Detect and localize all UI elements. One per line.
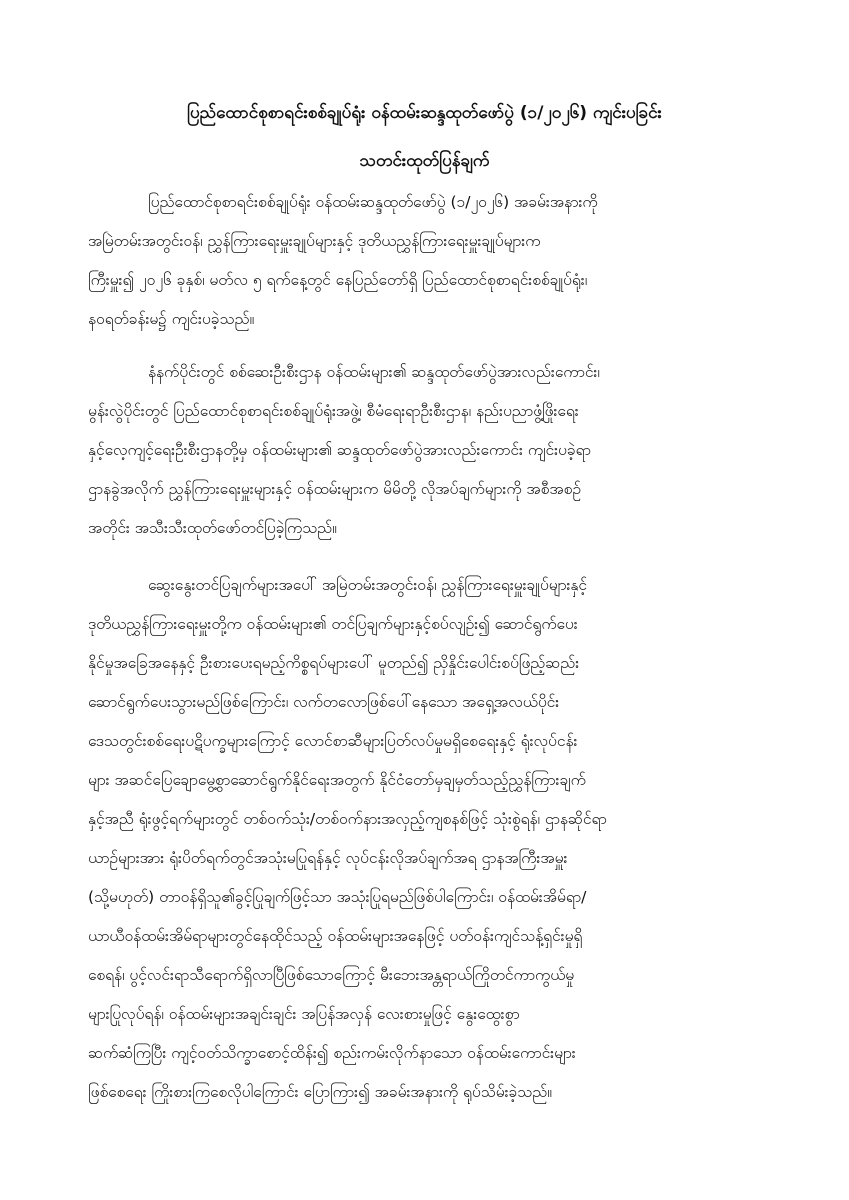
- paragraph-line: ယာယီဝန်ထမ်းအိမ်ရာများတွင်နေထိုင်သည့် ဝန်ထမ်းများအနေဖြင့် ပတ်ဝန်းကျင်သန့်ရှင်းမှုရှိ: [88, 927, 583, 945]
- document-subtitle: သတင်းထုတ်ပြန်ချက်: [359, 151, 490, 171]
- paragraph-line: နံနက်ပိုင်းတွင် စစ်ဆေးဦးစီးဌာန ဝန်ထမ်းများ၏ ဆန္ဒထုတ်ဖော်ပွဲအားလည်းကောင်း၊: [148, 363, 600, 381]
- paragraph-line: နှင့်လေ့ကျင့်ရေးဦးစီးဌာနတို့မှ ဝန်ထမ်းများ၏ ဆန္ဒထုတ်ဖော်ပွဲအားလည်းကောင်း ကျင်းပခဲ့ရာ: [88, 441, 591, 459]
- paragraph-line: အမြဲတမ်းအတွင်းဝန်၊ ညွှန်ကြားရေးမှူးချုပ်များနှင့် ဒုတိယညွှန်ကြားရေးမှူးချုပ်များက: [88, 232, 541, 250]
- paragraph-line: ဖြစ်စေရေး ကြိုးစားကြစေလိုပါကြောင်း ပြောကြား၍ အခမ်းအနားကို ရုပ်သိမ်းခဲ့သည်။: [88, 1083, 552, 1101]
- paragraph-line: အတိုင်း အသီးသီးထုတ်ဖော်တင်ပြခဲ့ကြသည်။: [88, 519, 337, 537]
- paragraph-line: ပြည်ထောင်စုစာရင်းစစ်ချုပ်ရုံး ဝန်ထမ်းဆန္ဒထုတ်ဖော်ပွဲ (၁/၂၀၂၆) အခမ်းအနားကို: [148, 193, 598, 211]
- paragraph-line: ယာဉ်များအား ရုံးပိတ်ရက်တွင်အသုံးမပြုရန်နှင့် လုပ်ငန်းလိုအပ်ချက်အရ ဌာနအကြီးအမှူး: [88, 849, 568, 867]
- paragraph-line: (သို့မဟုတ်) တာဝန်ရှိသူ၏ခွင့်ပြုချက်ဖြင့်သာ အသုံးပြုရမည်ဖြစ်ပါကြောင်း၊ ဝန်ထမ်းအိမ်ရာ/: [88, 888, 587, 906]
- paragraph-line: ဌာနခွဲအလိုက် ညွှန်ကြားရေးမှူးများနှင့် ဝန်ထမ်းများက မိမိတို့ လိုအပ်ချက်များကို အစီအစဉ်: [88, 480, 581, 498]
- paragraph-line: မွန်းလွဲပိုင်းတွင် ပြည်ထောင်စုစာရင်းစစ်ချုပ်ရုံးအဖွဲ့၊ စီမံရေးရာဦးစီးဌာန၊ နည်းပညာဖွံ့ဖြိုးရေး: [88, 402, 579, 420]
- paragraph-line: ဆွေးနွေးတင်ပြချက်များအပေါ် အမြဲတမ်းအတွင်းဝန်၊ ညွှန်ကြားရေးမှူးချုပ်များနှင့်: [148, 576, 587, 594]
- paragraph-line: ကြီးမှူး၍ ၂၀၂၆ ခုနှစ်၊ မတ်လ ၅ ရက်နေ့တွင် နေပြည်တော်ရှိ ပြည်ထောင်စုစာရင်းစစ်ချုပ်ရုံး၊: [88, 271, 588, 289]
- paragraph-line: များပြုလုပ်ရန်၊ ဝန်ထမ်းများအချင်းချင်း အပြန်အလှန် လေးစားမှုဖြင့် နွေးထွေးစွာ: [88, 1005, 520, 1023]
- paragraph-line: စေရန်၊ ပွင့်လင်းရာသီရောက်ရှိလာပြီဖြစ်သောကြောင့် မီးဘေးအန္တရာယ်ကြိုတင်ကာကွယ်မှု: [88, 966, 575, 984]
- paragraph-line: ဒေသတွင်းစစ်ရေးပဋိပက္ခများကြောင့် လောင်စာဆီများပြတ်လပ်မှုမရှိစေရေးနှင့် ရုံးလုပ်ငန်း: [88, 732, 578, 750]
- document-title: ပြည်ထောင်စုစာရင်းစစ်ချုပ်ရုံး ဝန်ထမ်းဆန္ဒထုတ်ဖော်ပွဲ (၁/၂၀၂၆) ကျင်းပခြင်း: [187, 103, 662, 123]
- paragraph-line: ဆောင်ရွက်ပေးသွားမည်ဖြစ်ကြောင်း၊ လက်တလောဖြစ်ပေါ်နေသော အရှေ့အလယ်ပိုင်း: [88, 693, 560, 711]
- paragraph-line: နှင့်အညီ ရုံးဖွင့်ရက်များတွင် တစ်ဝက်သုံး/တစ်ဝက်နားအလှည့်ကျစနစ်ဖြင့် သုံးစွဲရန်၊ ဌာနဆိုင်ရာ: [88, 810, 607, 828]
- paragraph-line: ဆက်ဆံကြပြီး ကျင့်ဝတ်သိက္ခာစောင့်ထိန်း၍ စည်းကမ်းလိုက်နာသော ဝန်ထမ်းကောင်းများ: [88, 1044, 576, 1062]
- paragraph-line: နဝရတ်ခန်းမ၌ ကျင်းပခဲ့သည်။: [88, 310, 255, 328]
- paragraph-line: များ အဆင်ပြေချောမွေ့စွာဆောင်ရွက်နိုင်ရေးအတွက် နိုင်ငံတော်မှချမှတ်သည့်ညွှန်ကြားချက်: [88, 771, 586, 789]
- paragraph-line: နိုင်မှုအခြေအနေနှင့် ဦးစားပေးရမည့်ကိစ္စရပ်များပေါ် မူတည်၍ ညှိနှိုင်းပေါင်းစပ်ဖြည့်ဆည်း: [88, 654, 580, 672]
- paragraph-line: ဒုတိယညွှန်ကြားရေးမှူးတို့က ဝန်ထမ်းများ၏ တင်ပြချက်များနှင့်စပ်လျဉ်း၍ ဆောင်ရွက်ပေး: [88, 615, 578, 633]
